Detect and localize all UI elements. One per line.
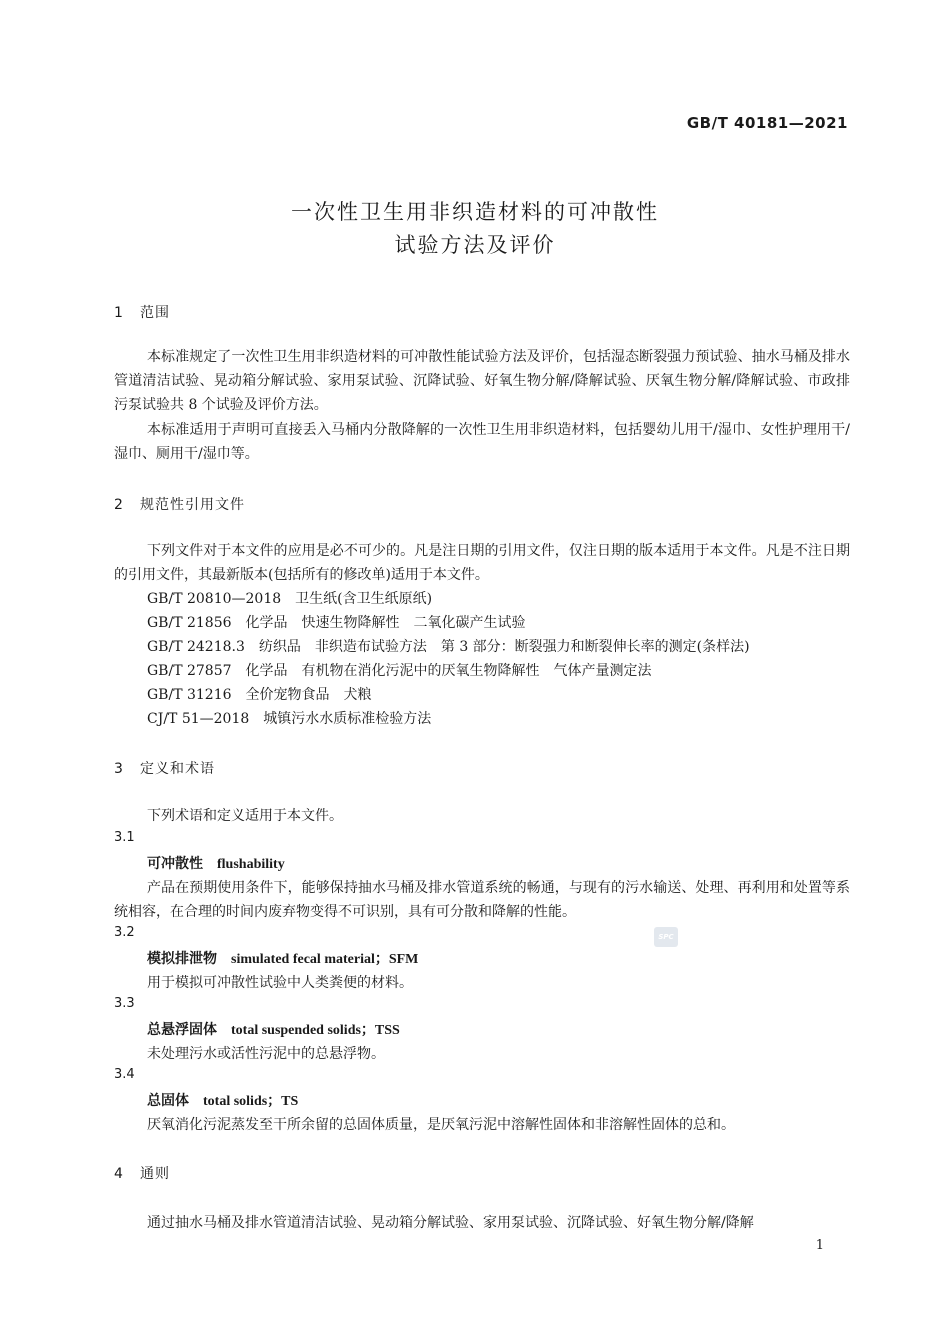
term-english: total suspended solids；TSS: [231, 1023, 400, 1038]
term-chinese: 总悬浮固体: [147, 1022, 217, 1038]
section-2-heading: [114, 494, 245, 514]
term-chinese: 可冲散性: [147, 856, 203, 872]
section-number: 3: [114, 761, 124, 777]
term-heading: [147, 1090, 298, 1110]
normative-reference: CJ/T 51—2018 城镇污水水质标准检验方法: [147, 711, 432, 727]
section-number: 2: [114, 497, 124, 513]
section-number: 4: [114, 1166, 124, 1182]
section-4-heading: [114, 1163, 170, 1183]
document-title-line1: 一次性卫生用非织造材料的可冲散性: [291, 200, 659, 224]
term-chinese: 总固体: [147, 1093, 189, 1109]
term-english: flushability: [217, 857, 285, 872]
term-definition: 厌氧消化污泥蒸发至干所余留的总固体质量，是厌氧污泥中溶解性固体和非溶解性固体的总和。: [147, 1117, 735, 1133]
section-title: 范围: [140, 305, 170, 321]
term-heading: [147, 1019, 400, 1039]
normative-reference: GB/T 31216 全价宠物食品 犬粮: [147, 687, 372, 703]
section-4-paragraph-1: 通过抽水马桶及排水管道清洁试验、晃动箱分解试验、家用泵试验、沉降试验、好氧生物分解/降解: [147, 1215, 754, 1231]
term-number: 3.2: [114, 925, 135, 940]
watermark-logo: SPC: [654, 927, 678, 947]
term-number: 3.1: [114, 830, 135, 845]
term-definition: 用于模拟可冲散性试验中人类粪便的材料。: [147, 975, 413, 991]
term-english: simulated fecal material；SFM: [231, 952, 419, 967]
section-number: 1: [114, 305, 124, 321]
section-1-heading: [114, 302, 170, 322]
term-heading: [147, 948, 418, 968]
section-1-paragraph-2: 本标准适用于声明可直接丢入马桶内分散降解的一次性卫生用非织造材料，包括婴幼儿用干/湿巾、女性护理用干/湿巾、厕用干/湿巾等。: [114, 422, 850, 462]
term-heading: [147, 853, 285, 873]
term-number: 3.3: [114, 996, 135, 1011]
normative-reference: GB/T 21856 化学品 快速生物降解性 二氧化碳产生试验: [147, 615, 526, 631]
section-3-intro: 下列术语和定义适用于本文件。: [147, 808, 343, 824]
term-chinese: 模拟排泄物: [147, 951, 217, 967]
standard-code: GB/T 40181—2021: [686, 114, 848, 132]
section-2-paragraph-1: 下列文件对于本文件的应用是必不可少的。凡是注日期的引用文件，仅注日期的版本适用于本文件。凡是不注日期的引用文件，其最新版本(包括所有的修改单)适用于本文件。: [114, 543, 850, 583]
term-definition: 产品在预期使用条件下，能够保持抽水马桶及排水管道系统的畅通，与现有的污水输送、处理、再利用和处置等系统相容，在合理的时间内废弃物变得不可识别，具有可分散和降解的性能。: [114, 880, 850, 920]
section-1-paragraph-1: 本标准规定了一次性卫生用非织造材料的可冲散性能试验方法及评价，包括湿态断裂强力预试验、抽水马桶及排水管道清洁试验、晃动箱分解试验、家用泵试验、沉降试验、好氧生物分解/降解试验、厌氧生物分解/降解试验、市政排污泵试验共 8 个试验及评价方法。: [114, 349, 850, 413]
section-title: 通则: [140, 1166, 170, 1182]
normative-reference: GB/T 20810—2018 卫生纸(含卫生纸原纸): [147, 591, 433, 607]
term-number: 3.4: [114, 1067, 135, 1082]
document-title-line2: 试验方法及评价: [394, 233, 556, 257]
section-3-heading: [114, 758, 215, 778]
term-english: total solids；TS: [203, 1094, 299, 1109]
page-number: 1: [815, 1238, 824, 1253]
term-definition: 未处理污水或活性污泥中的总悬浮物。: [147, 1046, 385, 1062]
section-title: 定义和术语: [140, 761, 215, 777]
normative-reference: GB/T 27857 化学品 有机物在消化污泥中的厌氧生物降解性 气体产量测定法: [147, 663, 652, 679]
section-title: 规范性引用文件: [140, 497, 245, 513]
normative-reference: GB/T 24218.3 纺织品 非织造布试验方法 第 3 部分：断裂强力和断裂伸长率的测定(条样法): [147, 639, 750, 655]
